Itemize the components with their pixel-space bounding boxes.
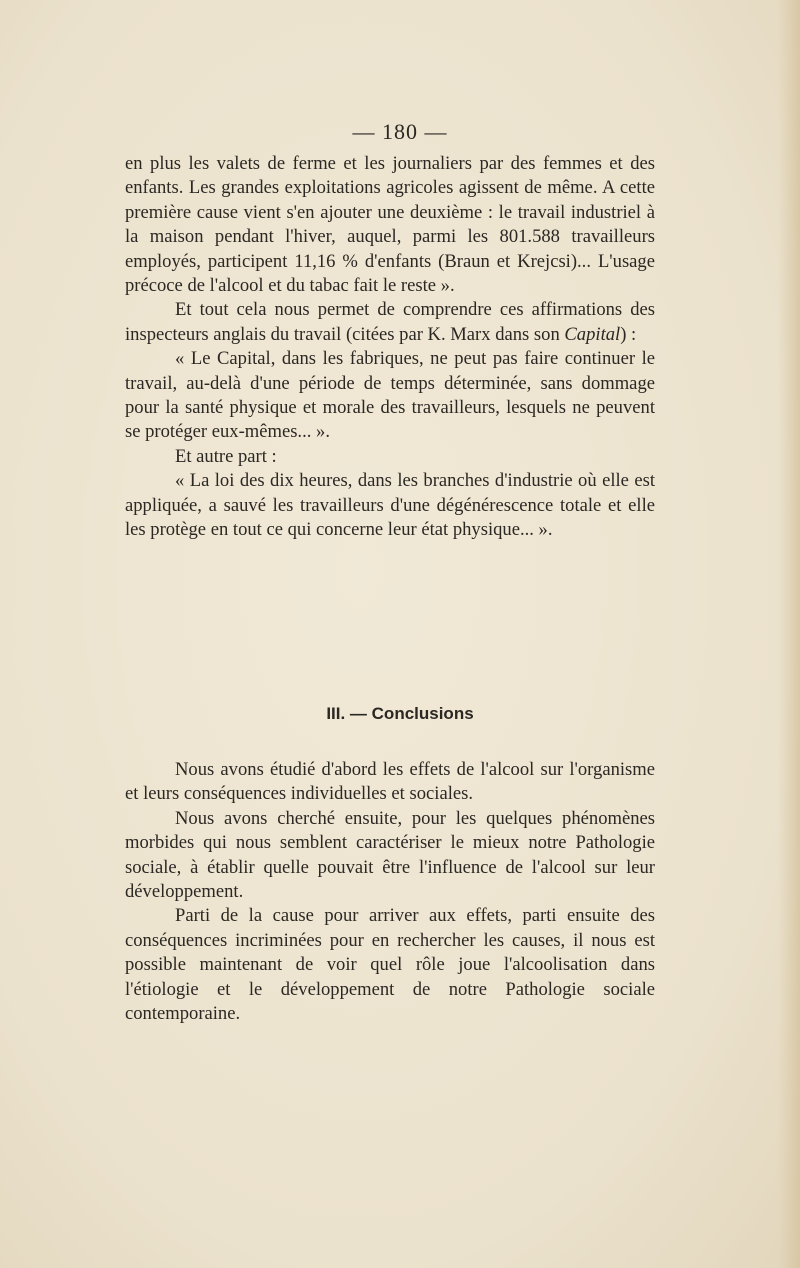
body-text-top [125, 152, 655, 543]
paragraph: Nous avons cherché ensuite, pour les quelques phénomènes morbides qui nous semblent caractériser le mieux notre Pathologie sociale, à établir quelle pouvait être l'influence de l'alcool sur leur développement. [125, 807, 655, 903]
paragraph-text: Et tout cela nous permet de comprendre ces affirmations des inspecteurs anglais du travail (citées par K. Marx dans son [125, 299, 655, 345]
paragraph [125, 298, 655, 347]
paragraph-text: ) : [620, 323, 637, 345]
paragraph: Nous avons étudié d'abord les effets de l'alcool sur l'organisme et leurs conséquences individuelles et sociales. [125, 759, 655, 805]
paragraph: Et autre part : [175, 445, 277, 467]
page-edge-shadow [778, 0, 800, 1268]
page-number: — 180 — [352, 119, 448, 144]
book-title: Capital [564, 323, 621, 345]
paragraph: Parti de la cause pour arriver aux effets, parti ensuite des conséquences incriminées pour en rechercher les causes, il nous est possible maintenant de voir quel rôle joue l'alcoolisation dans l'étiologie et le développement de notre Pathologie sociale contemporaine. [125, 905, 655, 1025]
paragraph: en plus les valets de ferme et les journaliers par des femmes et des enfants. Les grandes exploitations agricoles agissent de même. A cette première cause vient s'en ajouter une deuxième : le travail industriel à la maison pendant l'hiver, auquel, parmi les 801.588 travailleurs employés, participent 11,16 % d'enfants (Braun et Krejcsi)... L'usage précoce de l'alcool et du tabac fait le reste ». [125, 153, 655, 297]
quotation: « La loi des dix heures, dans les branches d'industrie où elle est appliquée, a sauvé les travailleurs d'une dégénérescence totale et elle les protège en tout ce qui concerne leur état physique... ». [125, 470, 655, 541]
body-text-conclusions [125, 758, 655, 1026]
quotation: « Le Capital, dans les fabriques, ne peut pas faire continuer le travail, au-delà d'une période de temps déterminée, sans dommage pour la santé physique et morale des travailleurs, lesquels ne peuvent se protéger eux-mêmes... ». [125, 348, 655, 443]
section-heading: III. — Conclusions [326, 704, 474, 723]
